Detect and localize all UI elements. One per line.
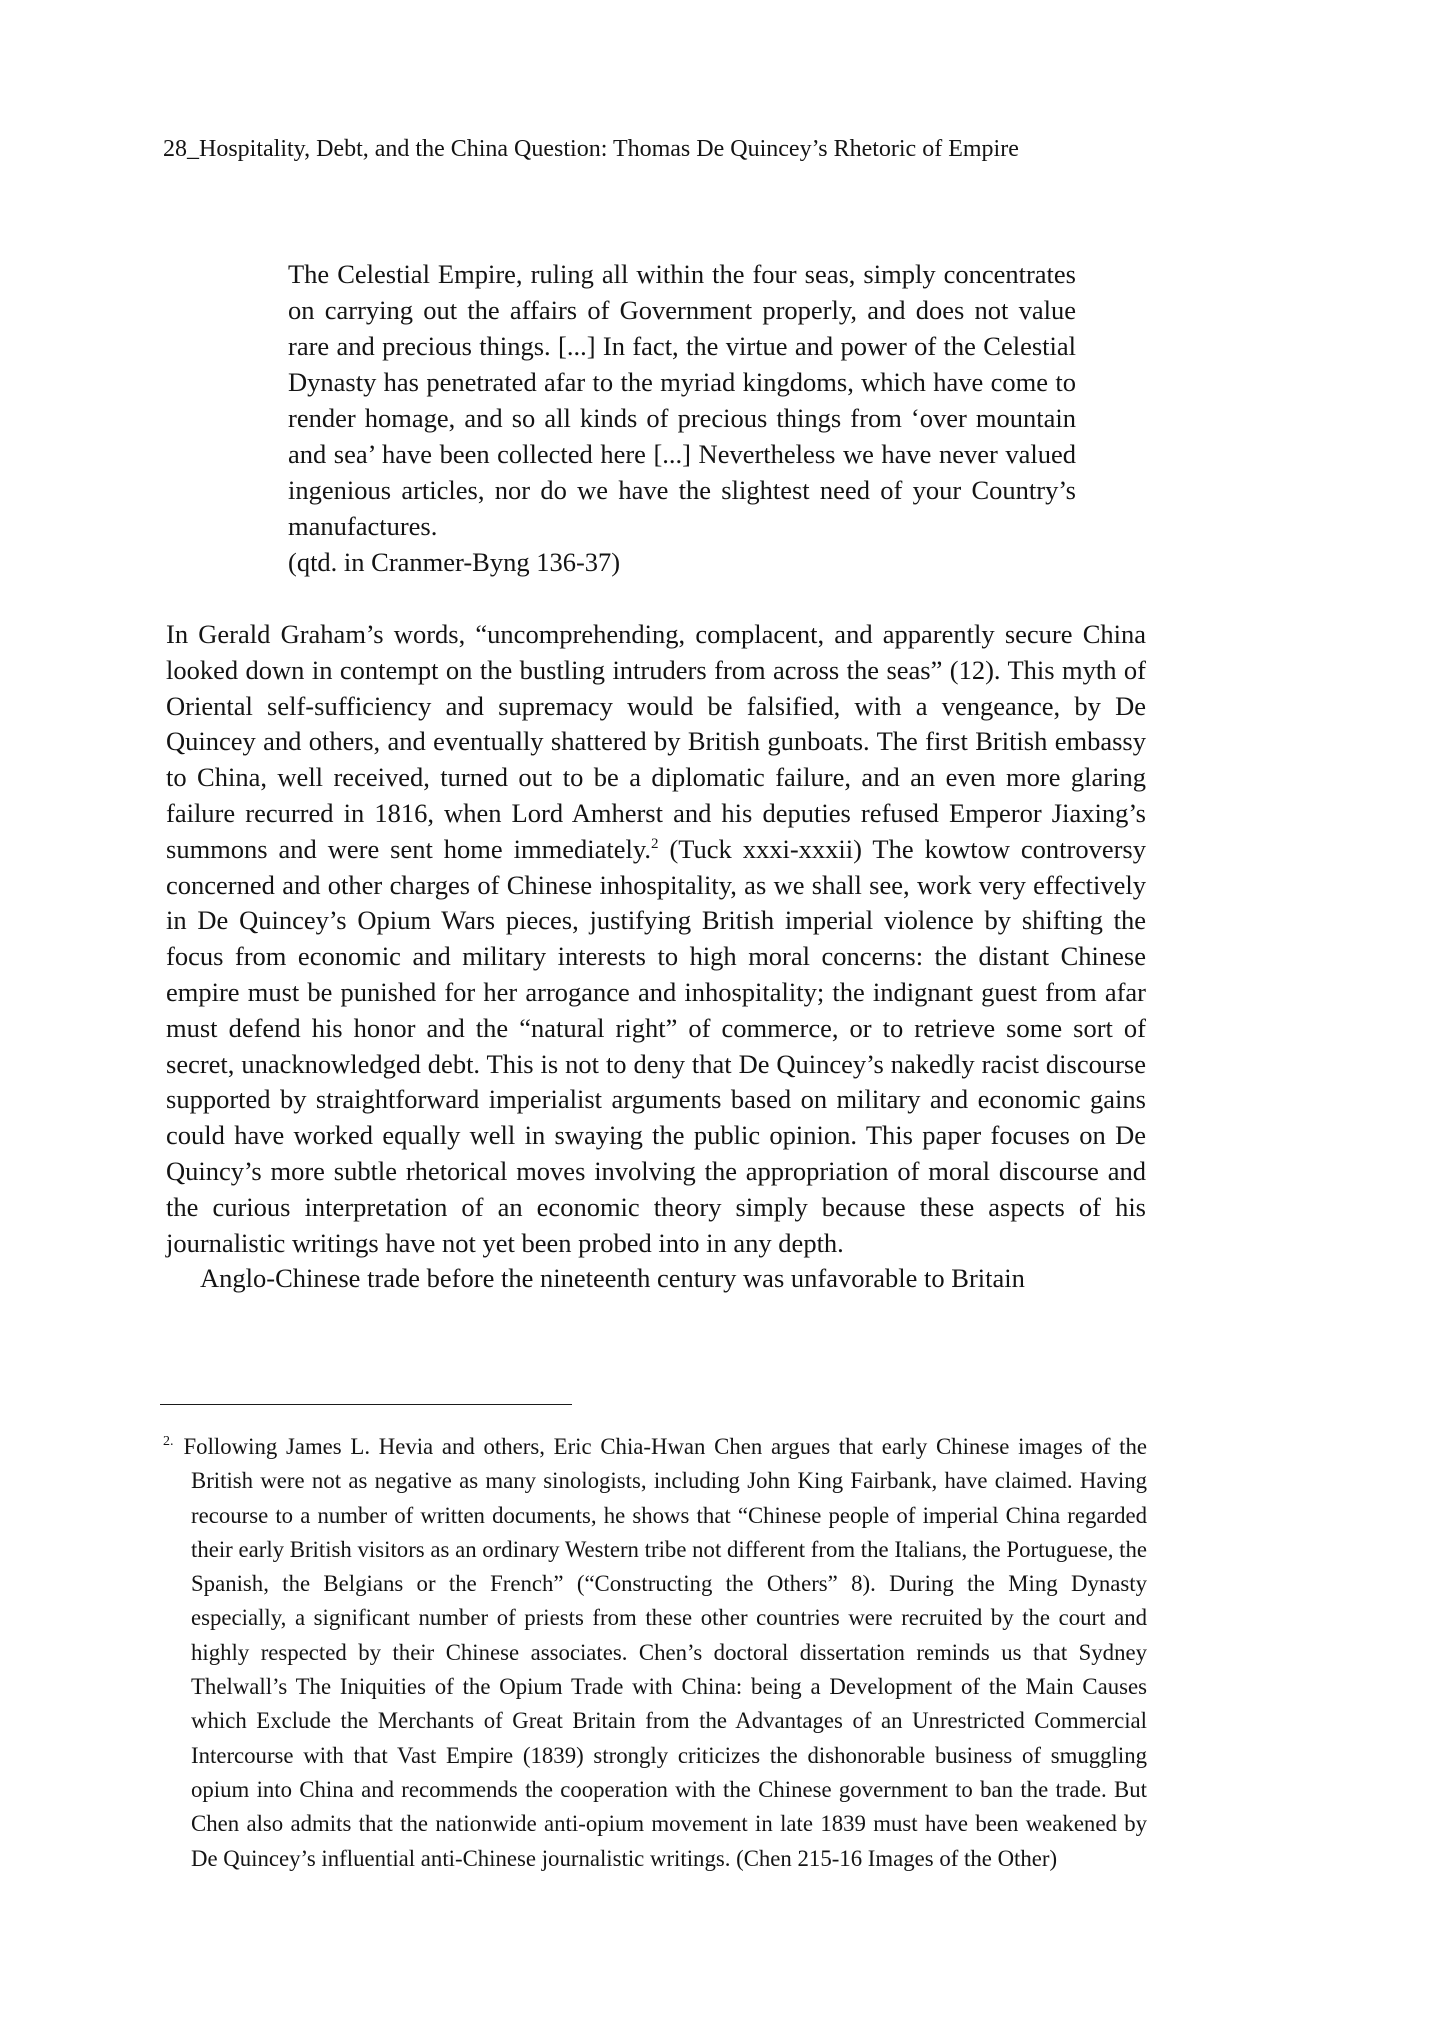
footnote	[163, 1430, 1147, 1876]
block-quote	[288, 256, 1076, 580]
body-paragraph-part: In Gerald Graham’s words, “uncomprehending, complacent, and apparently secure China looked down in contempt on the bustling intruders from across the seas” (12). This myth of Oriental self-sufficiency and supremacy would be falsified, with a vengeance, by De Quincey and others, and eventually shattered by British gunboats. The first British embassy to China, well received, turned out to be a diplomatic failure, and an even more glaring failure recurred in 1816, when Lord Amherst and his deputies refused Emperor Jiaxing’s summons and were sent home immediately.	[166, 619, 1146, 864]
body-text	[166, 617, 1146, 1297]
body-paragraph: Anglo-Chinese trade before the nineteenth century was unfavorable to Britain	[200, 1263, 1025, 1294]
block-quote-citation: (qtd. in Cranmer-Byng 136-37)	[288, 547, 621, 577]
body-paragraph-part: (Tuck xxxi-xxxii) The kowtow controversy concerned and other charges of Chinese inhospitality, as we shall see, work very effectively in De Quincey’s Opium Wars pieces, justifying British imperial violence by shifting the focus from economic and military interests to high moral concerns: the distant Chinese empire must be punished for her arrogance and inhospitality; the indignant guest from afar must defend his honor and the “natural right” of commerce, or to retrieve some sort of secret, unacknowledged debt. This is not to deny that De Quincey’s nakedly racist discourse supported by straightforward imperialist arguments based on military and economic gains could have worked equally well in swaying the public opinion. This paper focuses on De Quincy’s more subtle rhetorical moves involving the appropriation of moral discourse and the curious interpretation of an economic theory simply because these aspects of his journalistic writings have not yet been probed into in any depth.	[166, 833, 1146, 1258]
footnote-body	[163, 1430, 1147, 1876]
footnote-marker: 2.	[163, 1434, 174, 1450]
footnote-text: Following James L. Hevia and others, Eric Chia-Hwan Chen argues that early Chinese images of the British were not as negative as many sinologists, including John King Fairbank, have claimed. Having recourse to a number of written documents, he shows that “Chinese people of imperial China regarded their early British visitors as an ordinary Western tribe not different from the Italians, the Portuguese, the Spanish, the Belgians or the French” (“Constructing the Others” 8). During the Ming Dynasty especially, a significant number of priests from these other countries were recruited by the court and highly respected by their Chinese associates. Chen’s doctoral dissertation reminds us that Sydney Thelwall’s The Iniquities of the Opium Trade with China: being a Development of the Main Causes which Exclude the Merchants of Great Britain from the Advantages of an Unrestricted Commercial Intercourse with that Vast Empire (1839) strongly criticizes the dishonorable business of smuggling opium into China and recommends the cooperation with the Chinese government to ban the trade. But Chen also admits that the nationwide anti-opium movement in late 1839 must have been weakened by De Quincey’s influential anti-Chinese journalistic writings. (Chen 215-16 Images of the Other)	[183, 1434, 1147, 1871]
body-paragraph	[166, 617, 1146, 1261]
running-head: 28_Hospitality, Debt, and the China Question: Thomas De Quincey’s Rhetoric of Empire	[163, 136, 1019, 162]
footnote-reference: 2	[651, 835, 659, 852]
block-quote-text: The Celestial Empire, ruling all within the four seas, simply concentrates on carrying out the affairs of Government properly, and does not value rare and precious things. [...] In fact, the virtue and power of the Celestial Dynasty has penetrated afar to the myriad kingdoms, which have come to render homage, and so all kinds of precious things from ‘over mountain and sea’ have been collected here [...] Nevertheless we have never valued ingenious articles, nor do we have the slightest need of your Country’s manufactures.	[288, 259, 1076, 541]
footnote-separator	[160, 1404, 572, 1405]
